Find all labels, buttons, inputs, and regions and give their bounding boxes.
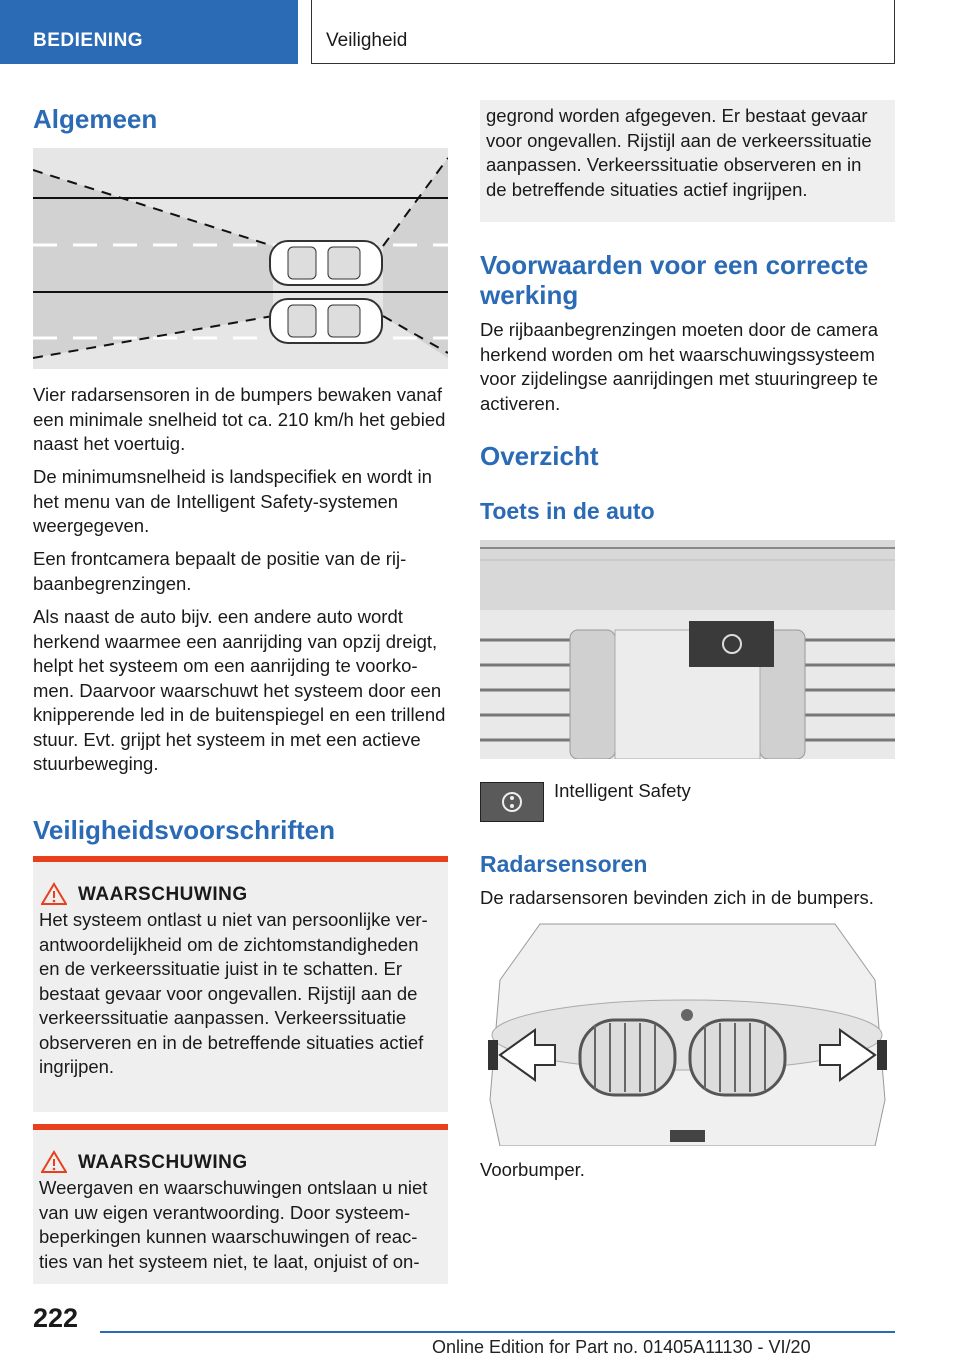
warning-title: WAARSCHUWING xyxy=(78,884,248,905)
heading-voorwaarden: Voorwaarden voor een correcte werking xyxy=(480,250,869,310)
heading-overzicht: Overzicht xyxy=(480,441,599,471)
front-bumper-photo xyxy=(480,920,895,1146)
chapter-header xyxy=(311,0,895,64)
front-bumper-figure xyxy=(480,920,895,1146)
figure-caption: Voorbumper. xyxy=(480,1159,585,1180)
footer-divider xyxy=(100,1331,895,1333)
warning-continuation-box xyxy=(480,100,895,222)
paragraph-radar: De radarsensoren bevinden zich in de bumpers. xyxy=(480,887,874,908)
section-tab xyxy=(0,0,298,64)
warning-text: Het systeem ontlast u niet van persoonlijke ver-antwoordelijkheid om de zichtomstandigheden en de verkeerssituatie juist in te schatten. Er bestaat gevaar voor ongevallen. Rijstijl aan de verkeerssituatie aanpassen. Verkeerssituatie observeren en in de betreffende situaties actief ingrijpen. xyxy=(39,909,428,1077)
warning-title: WAARSCHUWING xyxy=(78,1152,248,1173)
paragraph-4: Als naast de auto bijv. een andere auto wordt herkend waarmee een aanrijding van opzij dreigt, helpt het systeem om een aanrijding te voorko-men. Daarvoor waarschuwt het systeem door een knipperende led in de buitenspiegel en een trillend stuur. Evt. grijpt het systeem in met een actieve stuurbeweging. xyxy=(33,606,446,774)
page-number: 222 xyxy=(33,1303,79,1333)
paragraph-2: De minimumsnelheid is landspecifiek en wordt in het menu van de Intelligent Safety-systemen weergegeven. xyxy=(33,466,432,536)
lane-diagram-figure xyxy=(33,148,448,369)
paragraph-1: Vier radarsensoren in de bumpers bewaken vanaf een minimale snelheid tot ca. 210 km/h het gebied naast het voertuig. xyxy=(33,384,446,454)
intelligent-safety-icon xyxy=(480,782,544,822)
paragraph-3: Een frontcamera bepaalt de positie van de rij-baanbegrenzingen. xyxy=(33,548,407,594)
heading-veiligheidsvoorschriften: Veiligheidsvoorschriften xyxy=(33,815,335,845)
dashboard-button-figure xyxy=(480,540,895,759)
warning-box-2 xyxy=(33,1124,448,1284)
warning-triangle-icon xyxy=(41,882,67,906)
car-top xyxy=(270,241,382,285)
section-label: BEDIENING xyxy=(33,30,144,51)
edition-text: Online Edition for Part no. 01405A11130 - VI/20 xyxy=(432,1337,811,1357)
paragraph-voorwaarden: De rijbaanbegrenzingen moeten door de camera herkend worden om het waarschuwingssysteem voor zijdelingse aanrijdingen met stuuringreep te activeren. xyxy=(480,319,879,414)
chapter-label: Veiligheid xyxy=(326,30,408,51)
warning-continuation-text: gegrond worden afgegeven. Er bestaat gevaar voor ongevallen. Rijstijl aan de verkeerssituatie aanpassen. Verkeerssituatie observeren en in de betreffende situaties actief ingrijpen. xyxy=(486,105,872,200)
warning-text: Weergaven en waarschuwingen ontslaan u niet van uw eigen verantwoording. Door systeem-beperkingen kunnen waarschuwingen of reac-ties van het systeem niet, te laat, onjuist of on- xyxy=(39,1177,428,1272)
warning-triangle-icon xyxy=(41,1150,67,1174)
heading-toets-in-de-auto: Toets in de auto xyxy=(480,498,655,524)
dashboard-photo xyxy=(480,540,895,759)
button-label: Intelligent Safety xyxy=(554,780,691,801)
warning-box-1 xyxy=(33,856,448,1112)
car-bottom xyxy=(270,299,382,343)
heading-algemeen: Algemeen xyxy=(33,104,158,134)
heading-radarsensoren: Radarsensoren xyxy=(480,851,648,877)
lane-diagram xyxy=(33,148,448,369)
